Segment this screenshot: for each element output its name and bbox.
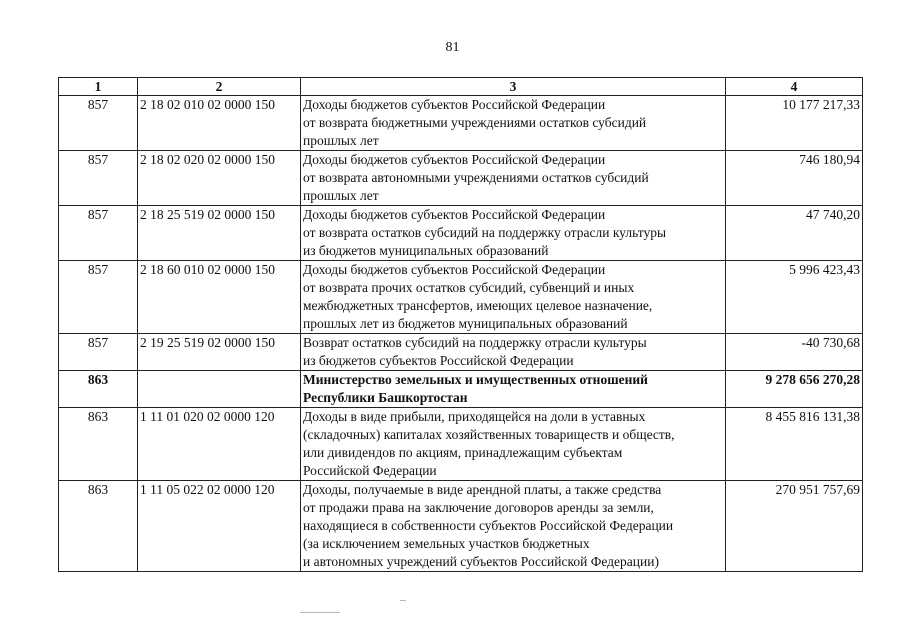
amount-cell: 9 278 656 270,28 xyxy=(726,371,863,408)
description-cell xyxy=(301,408,726,481)
description-cell xyxy=(301,96,726,151)
description-line: (за исключением земельных участков бюджетных xyxy=(303,536,590,551)
classification-code-cell: 2 18 60 010 02 0000 150 xyxy=(138,261,301,334)
page-number: 81 xyxy=(445,40,460,55)
column-header: 2 xyxy=(138,78,301,96)
scan-artifact xyxy=(300,612,340,613)
row-code-cell: 863 xyxy=(59,481,138,572)
description-line: находящиеся в собственности субъектов Российской Федерации xyxy=(303,518,674,533)
description-line: из бюджетов муниципальных образований xyxy=(303,243,549,258)
row-code-cell: 857 xyxy=(59,334,138,371)
amount-cell: 746 180,94 xyxy=(726,151,863,206)
description-line: Возврат остатков субсидий на поддержку отрасли культуры xyxy=(303,335,647,350)
row-code-cell: 857 xyxy=(59,96,138,151)
table-row xyxy=(59,408,863,481)
description-line: и автономных учреждений субъектов Российской Федерации) xyxy=(303,554,659,569)
row-code-cell: 857 xyxy=(59,151,138,206)
table-header-row xyxy=(59,78,863,96)
description-line: от возврата прочих остатков субсидий, субвенций и иных xyxy=(303,280,635,295)
description-line: Доходы бюджетов субъектов Российской Федерации xyxy=(303,152,606,167)
description-cell xyxy=(301,151,726,206)
amount-cell: 8 455 816 131,38 xyxy=(726,408,863,481)
classification-code-cell: 2 19 25 519 02 0000 150 xyxy=(138,334,301,371)
classification-code-cell: 1 11 05 022 02 0000 120 xyxy=(138,481,301,572)
table-row xyxy=(59,206,863,261)
description-line: Республики Башкортостан xyxy=(303,390,468,405)
description-line: прошлых лет xyxy=(303,133,379,148)
description-line: Доходы бюджетов субъектов Российской Федерации xyxy=(303,262,606,277)
classification-code-cell: 1 11 01 020 02 0000 120 xyxy=(138,408,301,481)
column-header: 3 xyxy=(301,78,726,96)
description-line: межбюджетных трансфертов, имеющих целевое назначение, xyxy=(303,298,653,313)
column-header: 1 xyxy=(59,78,138,96)
description-cell xyxy=(301,334,726,371)
table-row xyxy=(59,151,863,206)
description-cell xyxy=(301,371,726,408)
table-row xyxy=(59,481,863,572)
row-code-cell: 857 xyxy=(59,206,138,261)
budget-table xyxy=(58,77,863,572)
table-row xyxy=(59,334,863,371)
scan-artifact xyxy=(400,600,406,601)
description-line: прошлых лет xyxy=(303,188,379,203)
row-code-cell: 863 xyxy=(59,408,138,481)
classification-code-cell: 2 18 25 519 02 0000 150 xyxy=(138,206,301,261)
description-line: от возврата автономными учреждениями остатков субсидий xyxy=(303,170,649,185)
description-line: (складочных) капиталах хозяйственных товариществ и обществ, xyxy=(303,427,675,442)
description-line: Доходы бюджетов субъектов Российской Федерации xyxy=(303,97,606,112)
classification-code-cell: 2 18 02 010 02 0000 150 xyxy=(138,96,301,151)
classification-code-cell xyxy=(138,371,301,408)
amount-cell: -40 730,68 xyxy=(726,334,863,371)
description-line: Российской Федерации xyxy=(303,463,437,478)
description-line: Доходы, получаемые в виде арендной платы, а также средства xyxy=(303,482,662,497)
description-line: прошлых лет из бюджетов муниципальных образований xyxy=(303,316,628,331)
table-row xyxy=(59,371,863,408)
description-line: Министерство земельных и имущественных отношений xyxy=(303,372,648,387)
description-line: Доходы в виде прибыли, приходящейся на доли в уставных xyxy=(303,409,646,424)
description-cell xyxy=(301,481,726,572)
row-code-cell: 863 xyxy=(59,371,138,408)
description-cell xyxy=(301,206,726,261)
classification-code-cell: 2 18 02 020 02 0000 150 xyxy=(138,151,301,206)
amount-cell: 5 996 423,43 xyxy=(726,261,863,334)
description-line: Доходы бюджетов субъектов Российской Федерации xyxy=(303,207,606,222)
amount-cell: 47 740,20 xyxy=(726,206,863,261)
table-row xyxy=(59,261,863,334)
description-line: от возврата бюджетными учреждениями остатков субсидий xyxy=(303,115,647,130)
column-header: 4 xyxy=(726,78,863,96)
table-body xyxy=(59,96,863,572)
description-line: от продажи права на заключение договоров аренды за земли, xyxy=(303,500,654,515)
description-line: из бюджетов субъектов Российской Федерации xyxy=(303,353,574,368)
row-code-cell: 857 xyxy=(59,261,138,334)
description-cell xyxy=(301,261,726,334)
table-row xyxy=(59,96,863,151)
amount-cell: 270 951 757,69 xyxy=(726,481,863,572)
amount-cell: 10 177 217,33 xyxy=(726,96,863,151)
description-line: или дивидендов по акциям, принадлежащим субъектам xyxy=(303,445,623,460)
description-line: от возврата остатков субсидий на поддержку отрасли культуры xyxy=(303,225,667,240)
